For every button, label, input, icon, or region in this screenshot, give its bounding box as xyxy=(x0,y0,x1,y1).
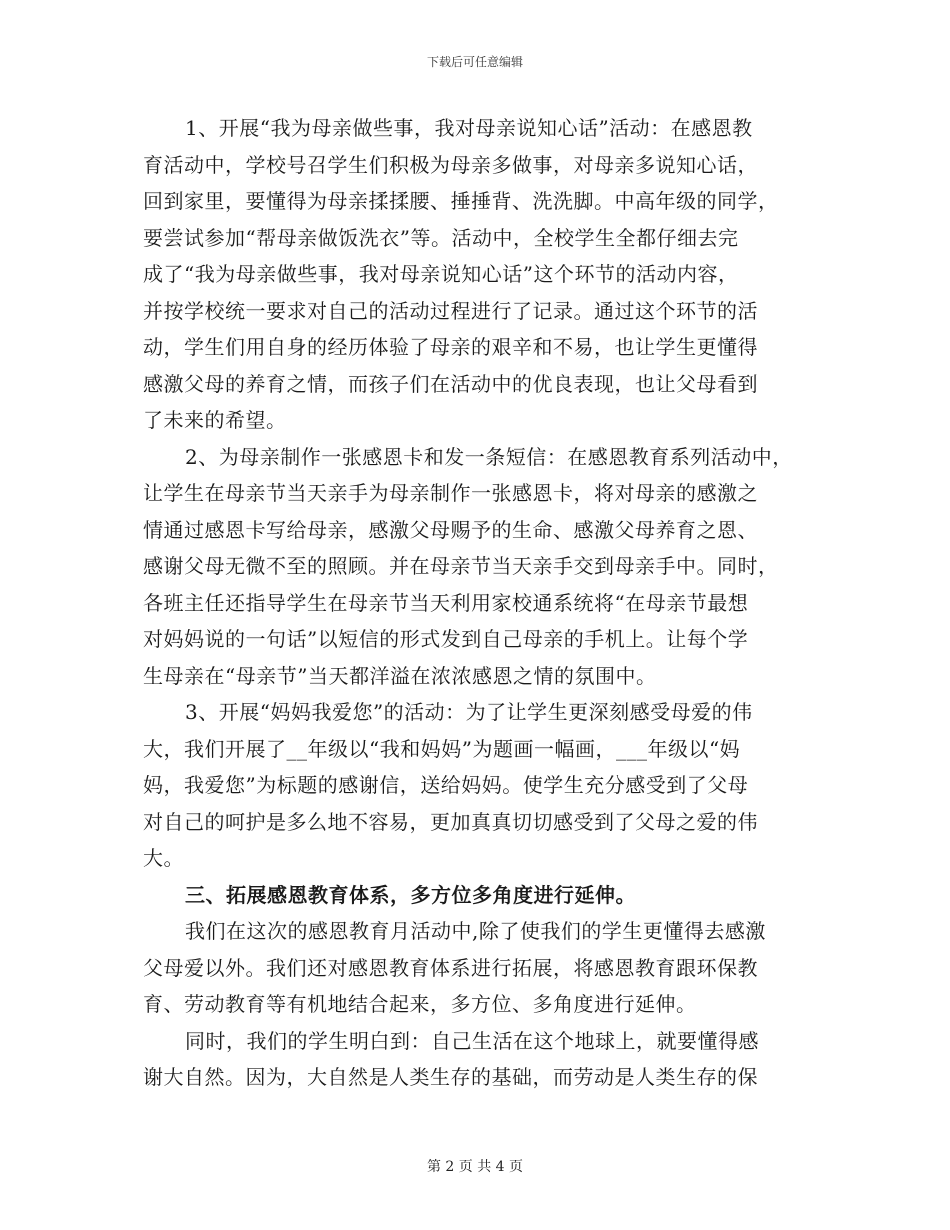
paragraph-line: 3、开展“妈妈我爱您”的活动：为了让学生更深刻感受母爱的伟 xyxy=(185,700,753,724)
paragraph-line: 了未来的希望。 xyxy=(143,408,287,432)
paragraph-line: 妈，我爱您”为标题的感谢信，送给妈妈。使学生充分感受到了父母 xyxy=(143,773,749,797)
paragraph-line: 要尝试参加“帮母亲做饭洗衣”等。活动中，全校学生全都仔细去完 xyxy=(143,225,739,250)
paragraph-line: 情通过感恩卡写给母亲，感激父母赐予的生命、感激父母养育之恩、 xyxy=(143,517,758,542)
paragraph-line: 对妈妈说的一句话”以短信的形式发到自己母亲的手机上。让每个学 xyxy=(143,627,749,651)
paragraph-line: 动，学生们用自身的经历体验了母亲的艰辛和不易，也让学生更懂得 xyxy=(143,335,758,359)
paragraph-line: 1、开展“我为母亲做些事，我对母亲说知心话”活动：在感恩教 xyxy=(185,116,753,140)
paragraph-line: 我们在这次的感恩教育月活动中,除了使我们的学生更懂得去感激 xyxy=(185,919,766,943)
paragraph-line: 育活动中，学校号召学生们积极为母亲多做事，对母亲多说知心话， xyxy=(143,152,758,177)
paragraph-line: 让学生在母亲节当天亲手为母亲制作一张感恩卡，将对母亲的感激之 xyxy=(143,481,758,505)
paragraph-line: 回到家里，要懂得为母亲揉揉腰、捶捶背、洗洗脚。中高年级的同学， xyxy=(143,189,779,213)
paragraph-line: 对自己的呵护是多么地不容易，更加真真切切感受到了父母之爱的伟 xyxy=(143,809,758,834)
paragraph-line: 2、为母亲制作一张感恩卡和发一条短信：在感恩教育系列活动中， xyxy=(185,444,793,469)
paragraph-line: 各班主任还指导学生在母亲节当天利用家校通系统将“在母亲节最想 xyxy=(143,590,749,615)
paragraph-line: 育、劳动教育等有机地结合起来，多方位、多角度进行延伸。 xyxy=(143,992,697,1016)
header-note: 下载后可任意编辑 xyxy=(426,55,523,69)
paragraph-line: 大，我们开展了__年级以“我和妈妈”为题画一幅画，___年级以“妈 xyxy=(143,736,741,761)
page-number-footer: 第 2 页 共 4 页 xyxy=(426,1159,524,1175)
paragraph-line: 同时，我们的学生明白到：自己生活在这个地球上，就要懂得感 xyxy=(185,1028,759,1053)
paragraph-line: 成了“我为母亲做些事，我对母亲说知心话”这个环节的活动内容， xyxy=(143,262,739,286)
paragraph-line: 感激父母的养育之情，而孩子们在活动中的优良表现，也让父母看到 xyxy=(143,371,758,396)
paragraph-line: 生母亲在“母亲节”当天都洋溢在浓浓感恩之情的氛围中。 xyxy=(143,663,657,688)
paragraph-line: 并按学校统一要求对自己的活动过程进行了记录。通过这个环节的活 xyxy=(143,298,758,323)
paragraph-line: 感谢父母无微不至的照顾。并在母亲节当天亲手交到母亲手中。同时， xyxy=(143,554,779,578)
document-body xyxy=(143,110,808,1096)
paragraph-line: 谢大自然。因为，大自然是人类生存的基础，而劳动是人类生存的保 xyxy=(143,1065,758,1089)
paragraph-line: 大。 xyxy=(143,846,184,870)
paragraph-line: 父母爱以外。我们还对感恩教育体系进行拓展，将感恩教育跟环保教 xyxy=(143,955,758,980)
section-heading: 三、拓展感恩教育体系，多方位多角度进行延伸。 xyxy=(185,882,636,907)
